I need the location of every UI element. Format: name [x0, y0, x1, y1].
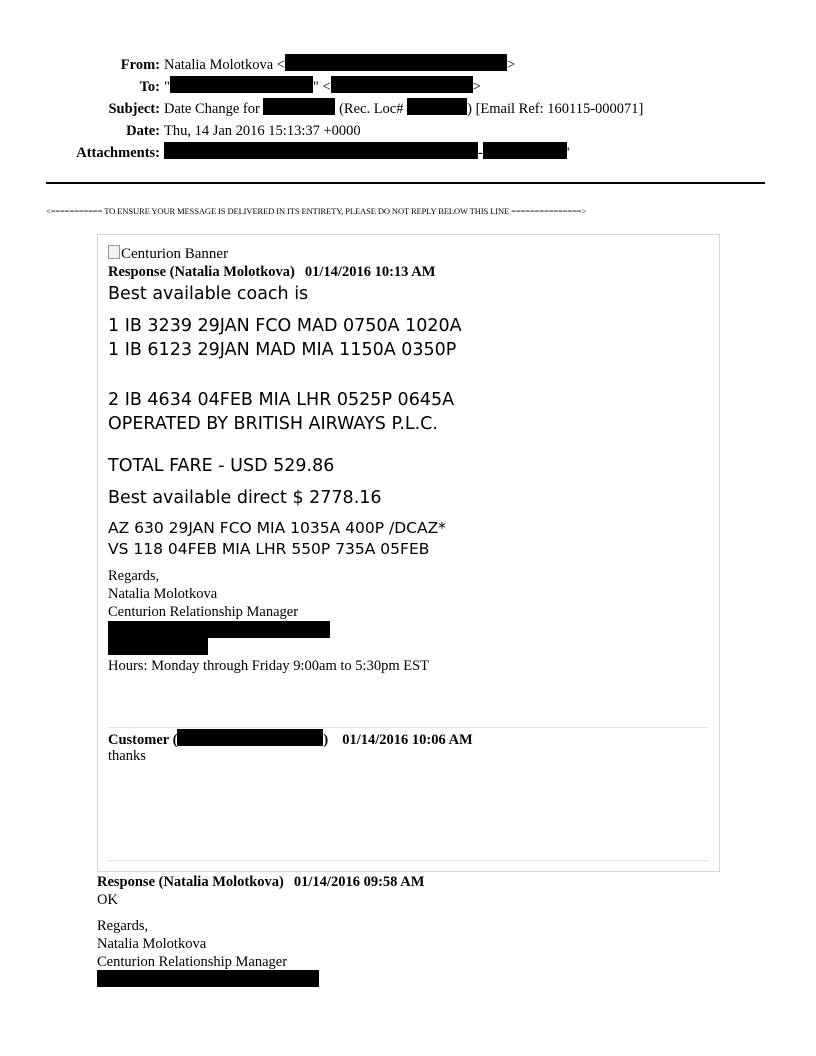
itinerary-2-line-2: OPERATED BY BRITISH AIRWAYS P.L.C. — [108, 414, 438, 434]
attachments-label: Attachments: — [76, 145, 160, 161]
thread-divider-1 — [108, 727, 708, 728]
response-2-header — [97, 873, 697, 891]
redaction-attachment-2[interactable] — [483, 142, 567, 159]
response-1-header — [108, 263, 708, 281]
date-label: Date: — [126, 123, 160, 139]
redaction-record-locator — [407, 98, 467, 115]
from-label: From: — [120, 57, 160, 73]
response-2-signature-redacted — [97, 970, 697, 987]
total-fare: TOTAL FARE - USD 529.86 — [108, 456, 335, 476]
response-1-signature-title: Centurion Relationship Manager — [108, 604, 299, 620]
to-open-quote: " — [164, 79, 170, 95]
subject-part-a: Date Change for — [164, 101, 260, 117]
best-direct: Best available direct $ 2778.16 — [108, 488, 382, 508]
customer-header — [108, 729, 708, 749]
redaction-attachment-1[interactable] — [164, 142, 478, 159]
response-1-datetime: 01/14/2016 10:13 AM — [304, 264, 436, 280]
subject-part-b: (Rec. Loc# — [335, 101, 404, 117]
to-mid: " < — [312, 79, 331, 95]
response-2-signature-title: Centurion Relationship Manager — [97, 954, 288, 970]
response-1-hours: Hours: Monday through Friday 9:00am to 5:30pm EST — [108, 658, 429, 674]
redaction-signature-line-2 — [108, 638, 208, 655]
redaction-signature-line-1 — [108, 621, 330, 638]
redaction-response-2-signature — [97, 970, 319, 987]
to-label: To: — [139, 79, 160, 95]
itinerary-1-line-2: 1 IB 6123 29JAN MAD MIA 1150A 0350P — [108, 340, 457, 360]
direct-line-2: VS 118 04FEB MIA LHR 550P 735A 05FEB — [108, 540, 430, 558]
attachments-end: ' — [566, 145, 570, 161]
header-divider — [46, 182, 765, 184]
redaction-customer-name — [177, 729, 323, 746]
customer-author-b: ) — [323, 732, 329, 748]
reply-notice: <=========== TO ENSURE YOUR MESSAGE IS DELIVERED IN ITS ENTIRETY, PLEASE DO NOT REPLY BELOW THIS LINE ===============> — [46, 206, 587, 216]
from-value — [164, 54, 515, 76]
subject-part-c: ) [Email Ref: 160115-000071] — [467, 101, 644, 117]
response-2-regards: Regards, — [97, 918, 149, 934]
redaction-to-name — [170, 76, 313, 93]
response-1-signature-name: Natalia Molotkova — [108, 586, 218, 602]
response-1-signature-redacted — [108, 621, 708, 655]
subject-value — [164, 98, 643, 120]
thread-divider-2 — [108, 860, 708, 861]
attachments-dash: - — [478, 145, 483, 161]
itinerary-2-line-1: 2 IB 4634 04FEB MIA LHR 0525P 0645A — [108, 390, 455, 410]
redaction-to-email — [331, 76, 473, 93]
date-value: Thu, 14 Jan 2016 15:13:37 +0000 — [164, 123, 361, 139]
customer-author-a: Customer ( — [108, 732, 178, 748]
thread-container — [97, 234, 720, 872]
response-1-intro: Best available coach is — [108, 284, 309, 304]
direct-line-1: AZ 630 29JAN FCO MIA 1035A 400P /DCAZ* — [108, 519, 446, 537]
to-value — [164, 76, 481, 98]
response-2-datetime: 01/14/2016 09:58 AM — [293, 874, 425, 890]
itinerary-1-line-1: 1 IB 3239 29JAN FCO MAD 0750A 1020A — [108, 316, 462, 336]
to-close: > — [472, 79, 481, 95]
broken-image-icon — [108, 245, 120, 259]
customer-body: thanks — [108, 748, 146, 764]
response-1-author: Response (Natalia Molotkova) — [108, 264, 295, 280]
from-name: Natalia Molotkova < — [164, 57, 285, 73]
redaction-subject-name — [263, 98, 335, 115]
customer-datetime: 01/14/2016 10:06 AM — [342, 732, 473, 748]
from-close: > — [506, 57, 516, 73]
redaction-from-email — [285, 54, 507, 71]
subject-label: Subject: — [108, 101, 160, 117]
response-2-author: Response (Natalia Molotkova) — [97, 874, 284, 890]
banner-image — [108, 245, 708, 263]
banner-alt-text: Centurion Banner — [121, 246, 229, 262]
response-1-regards: Regards, — [108, 568, 160, 584]
attachments-value — [164, 142, 569, 164]
response-2-signature-name: Natalia Molotkova — [97, 936, 207, 952]
response-2-body: OK — [97, 892, 118, 908]
